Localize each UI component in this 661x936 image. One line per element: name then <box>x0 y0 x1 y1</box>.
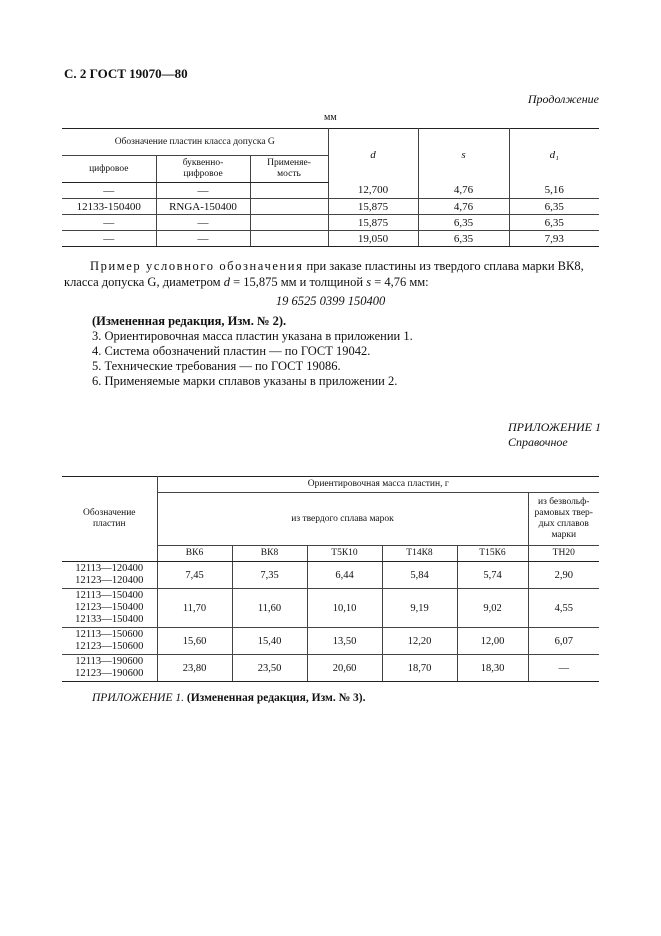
table-cell: 5,84 <box>382 562 457 589</box>
table-cell: 23,50 <box>232 655 307 682</box>
table-cell: — <box>62 231 156 247</box>
table-cell: 15,875 <box>328 215 418 231</box>
plate-names: 12113—120400 12123—120400 <box>62 562 157 589</box>
table-cell: 7,93 <box>509 231 599 247</box>
plate-names: 12113—150600 12123—150600 <box>62 628 157 655</box>
grade-header: Т14К8 <box>382 546 457 562</box>
table-cell: 11,60 <box>232 589 307 628</box>
col-header-designation: Обозначение пластин <box>62 477 157 562</box>
appendix-subtitle: Справочное <box>508 435 568 449</box>
table-cell: 6,35 <box>418 231 509 247</box>
table-cell: 5,74 <box>457 562 528 589</box>
table-cell: RNGA-150400 <box>156 199 250 215</box>
example-text: = 15,875 мм и толщиной <box>229 275 367 289</box>
var-s: s <box>366 275 372 289</box>
plate-names: 12113—150400 12123—150400 12133—150400 <box>62 589 157 628</box>
sub-header-applicability: Применяе- мость <box>250 156 328 183</box>
amendment-note: (Измененная редакция, Изм. № 2). <box>92 314 287 328</box>
unit-label: мм <box>324 112 337 123</box>
grade-header: ТН20 <box>528 546 599 562</box>
table-cell: — <box>62 183 156 199</box>
param-header-s: s <box>418 129 509 183</box>
example-text: = 4,76 мм: <box>371 275 429 289</box>
table-cell: 6,07 <box>528 628 599 655</box>
param-header-d1: d₁ <box>509 129 599 183</box>
plate-names: 12113—190600 12123—190600 <box>62 655 157 682</box>
param-header-d: d <box>328 129 418 183</box>
table-row <box>62 199 599 215</box>
grade-header: Т5К10 <box>307 546 382 562</box>
table-cell: 5,16 <box>509 183 599 199</box>
table-cell: 23,80 <box>157 655 232 682</box>
table-cell: 6,35 <box>418 215 509 231</box>
hard-alloy-header: из твердого сплава марок <box>157 493 528 546</box>
footer-prefix: ПРИЛОЖЕНИЕ 1. <box>92 692 187 704</box>
page-header: С. 2 ГОСТ 19070—80 <box>64 66 188 81</box>
table-cell: 19,050 <box>328 231 418 247</box>
table-cell: — <box>156 231 250 247</box>
group-header: Обозначение пластин класса допуска G <box>62 129 328 156</box>
table-cell: 15,60 <box>157 628 232 655</box>
table-cell: 4,76 <box>418 199 509 215</box>
mass-header: Ориентировочная масса пластин, г <box>157 477 599 493</box>
table-cell: 6,35 <box>509 215 599 231</box>
table-cell: 13,50 <box>307 628 382 655</box>
table-cell: 9,19 <box>382 589 457 628</box>
table-cell: — <box>156 215 250 231</box>
grade-header: ВК8 <box>232 546 307 562</box>
table-cell: 18,70 <box>382 655 457 682</box>
tungsten-free-header: из безвольф- рамовых твер- дых сплавов марки <box>528 493 599 546</box>
table-cell: 15,40 <box>232 628 307 655</box>
table-row <box>62 562 599 589</box>
table-cell: 4,76 <box>418 183 509 199</box>
list-item: 6. Применяемые марки сплавов указаны в приложении 2. <box>92 374 398 388</box>
table-row <box>62 589 599 628</box>
table-cell: — <box>528 655 599 682</box>
table-cell: 4,55 <box>528 589 599 628</box>
table-cell: 18,30 <box>457 655 528 682</box>
footer-amendment: (Измененная редакция, Изм. № 3). <box>186 692 366 704</box>
table-cell: — <box>156 183 250 199</box>
table-cell: 15,875 <box>328 199 418 215</box>
table-cell: 9,02 <box>457 589 528 628</box>
appendix-title: ПРИЛОЖЕНИЕ 1 <box>508 420 601 434</box>
table-cell: 12,700 <box>328 183 418 199</box>
example-code: 19 6525 0399 150400 <box>275 294 386 308</box>
table-cell: 12,00 <box>457 628 528 655</box>
var-d: d <box>223 275 230 289</box>
table-cell <box>250 199 328 215</box>
table-cell: 6,44 <box>307 562 382 589</box>
table-row <box>62 655 599 682</box>
table-cell: 7,45 <box>157 562 232 589</box>
list-item: 3. Ориентировочная масса пластин указана в приложении 1. <box>92 329 413 343</box>
list-item: 5. Технические требования — по ГОСТ 19086. <box>92 359 341 373</box>
table-cell: 20,60 <box>307 655 382 682</box>
list-item: 4. Система обозначений пластин — по ГОСТ 19042. <box>92 344 371 358</box>
table-cell: 7,35 <box>232 562 307 589</box>
table-cell: 10,10 <box>307 589 382 628</box>
grade-header: ВК6 <box>157 546 232 562</box>
table-row <box>62 231 599 247</box>
table-cell: — <box>62 215 156 231</box>
grade-header: Т15К6 <box>457 546 528 562</box>
table-cell: 12133-150400 <box>62 199 156 215</box>
example-paragraph <box>64 258 599 290</box>
table-cell <box>250 215 328 231</box>
table-cell <box>250 183 328 199</box>
table-cell: 11,70 <box>157 589 232 628</box>
table-cell: 2,90 <box>528 562 599 589</box>
sub-header-digital: цифровое <box>62 156 156 183</box>
table-row <box>62 215 599 231</box>
sub-header-alphanumeric: буквенно- цифровое <box>156 156 250 183</box>
table-cell: 6,35 <box>509 199 599 215</box>
table-row <box>62 628 599 655</box>
plates-designation-table <box>62 128 599 247</box>
example-text: при заказе пластины из твердого сплава марки ВК8, класса допуска G, диаметром <box>64 259 584 289</box>
table-cell <box>250 231 328 247</box>
plates-mass-table <box>62 476 599 682</box>
example-lead: Пример условного обозначения <box>90 259 304 273</box>
footer-note <box>92 692 366 704</box>
table-cell: 12,20 <box>382 628 457 655</box>
table-row <box>62 183 599 199</box>
continuation-label: Продолжение <box>527 92 599 106</box>
